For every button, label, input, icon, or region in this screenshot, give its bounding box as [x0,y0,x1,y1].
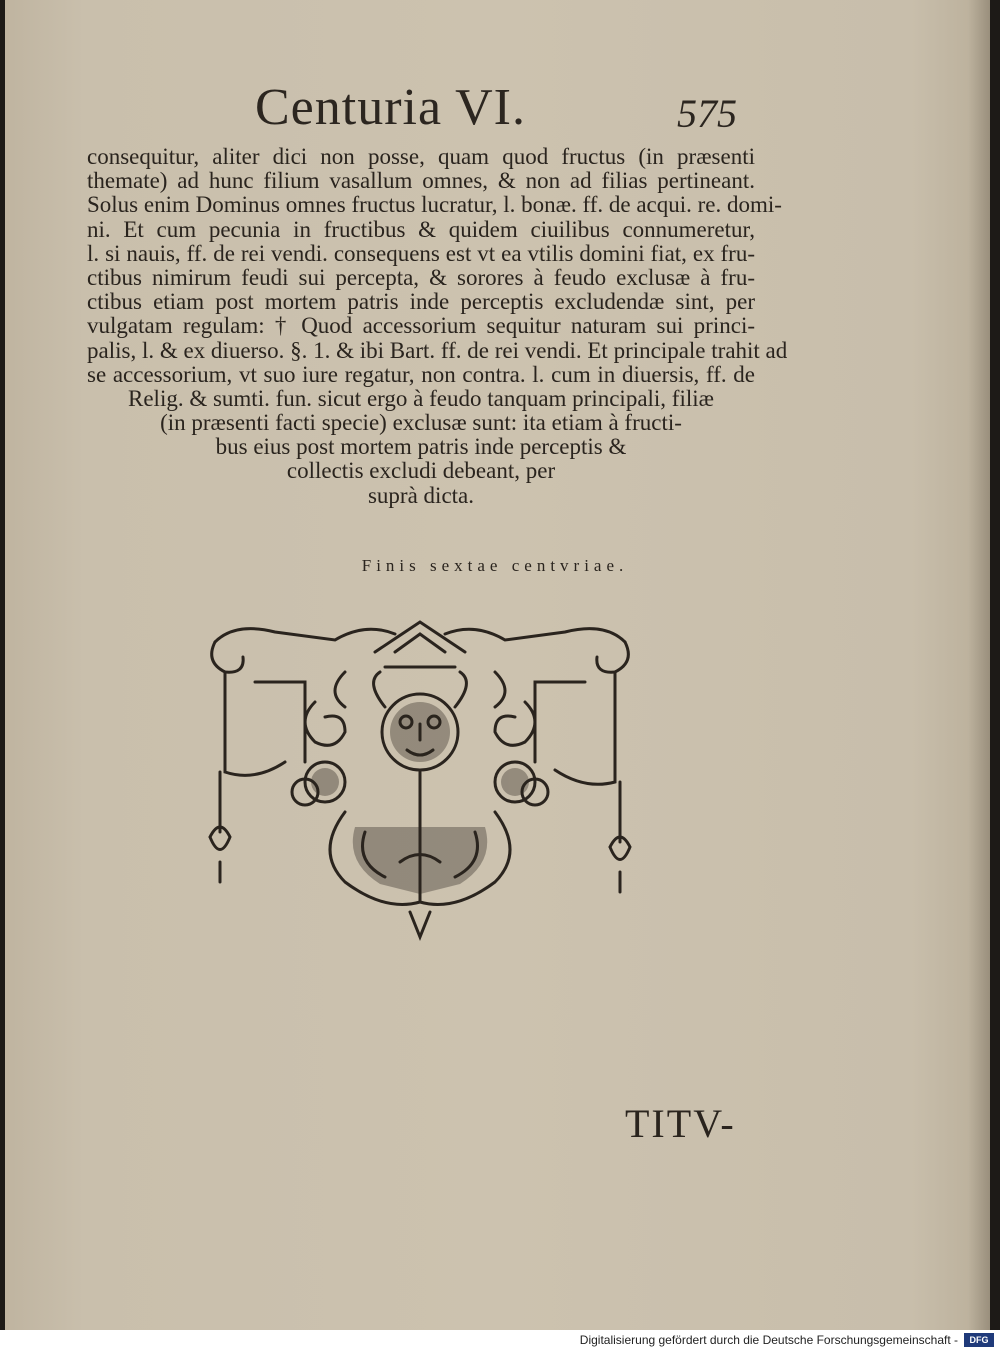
page-number: 575 [677,91,737,136]
dfg-logo: DFG [964,1333,994,1347]
text-line: collectis excludi debeant, per [286,458,556,484]
footer-bar [0,1330,1000,1351]
page-edge-shadow [968,0,990,1330]
text-line: themate) ad hunc filium vasallum omnes, & non ad filias pertineant. [87,168,755,194]
running-title: Centuria VI. [255,79,526,136]
text-line: palis, l. & ex diuerso. §. 1. & ibi Bart. ff. de rei vendi. Et principale trahit ad [87,337,788,363]
body-text [87,144,788,508]
text-line: (in præsenti facti specie) exclusæ sunt: ita etiam à fructi- [160,410,682,436]
finis-line: Finis sextae centvriae. [361,556,629,575]
text-line: se accessorium, vt suo iure regatur, non contra. l. cum in diuersis, ff. de [87,361,755,387]
text-line: l. si nauis, ff. de rei vendi. consequens est vt ea vtilis domini fiat, ex fru- [87,240,755,266]
text-line: consequitur, aliter dici non posse, quam quod fructus (in præsenti [87,144,755,169]
book-page [5,0,990,1330]
text-line: ni. Et cum pecunia in fructibus & quidem ciuilibus connumeretur, [87,216,755,242]
text-line: vulgatam regulam: † Quod accessorium sequitur naturam sui princi- [87,313,755,339]
text-line: ctibus etiam post mortem patris inde perceptis excludendæ sint, per [87,289,755,315]
woodcut-ornament-icon [195,612,645,952]
footer-credit: Digitalisierung gefördert durch die Deutsche Forschungsgemeinschaft - [579,1333,958,1347]
page-header [5,78,990,148]
text-line: bus eius post mortem patris inde perceptis & [215,434,627,460]
text-line: Relig. & sumti. fun. sicut ergo à feudo tanquam principali, filiæ [128,385,714,411]
text-line: Solus enim Dominus omnes fructus lucratur, l. bonæ. ff. de acqui. re. domi- [87,192,782,218]
text-line: ctibus nimirum feudi sui percepta, & sorores à feudo exclusæ à fru- [87,264,755,290]
catchword: TITV- [625,1101,736,1146]
text-line: suprà dicta. [367,482,474,508]
